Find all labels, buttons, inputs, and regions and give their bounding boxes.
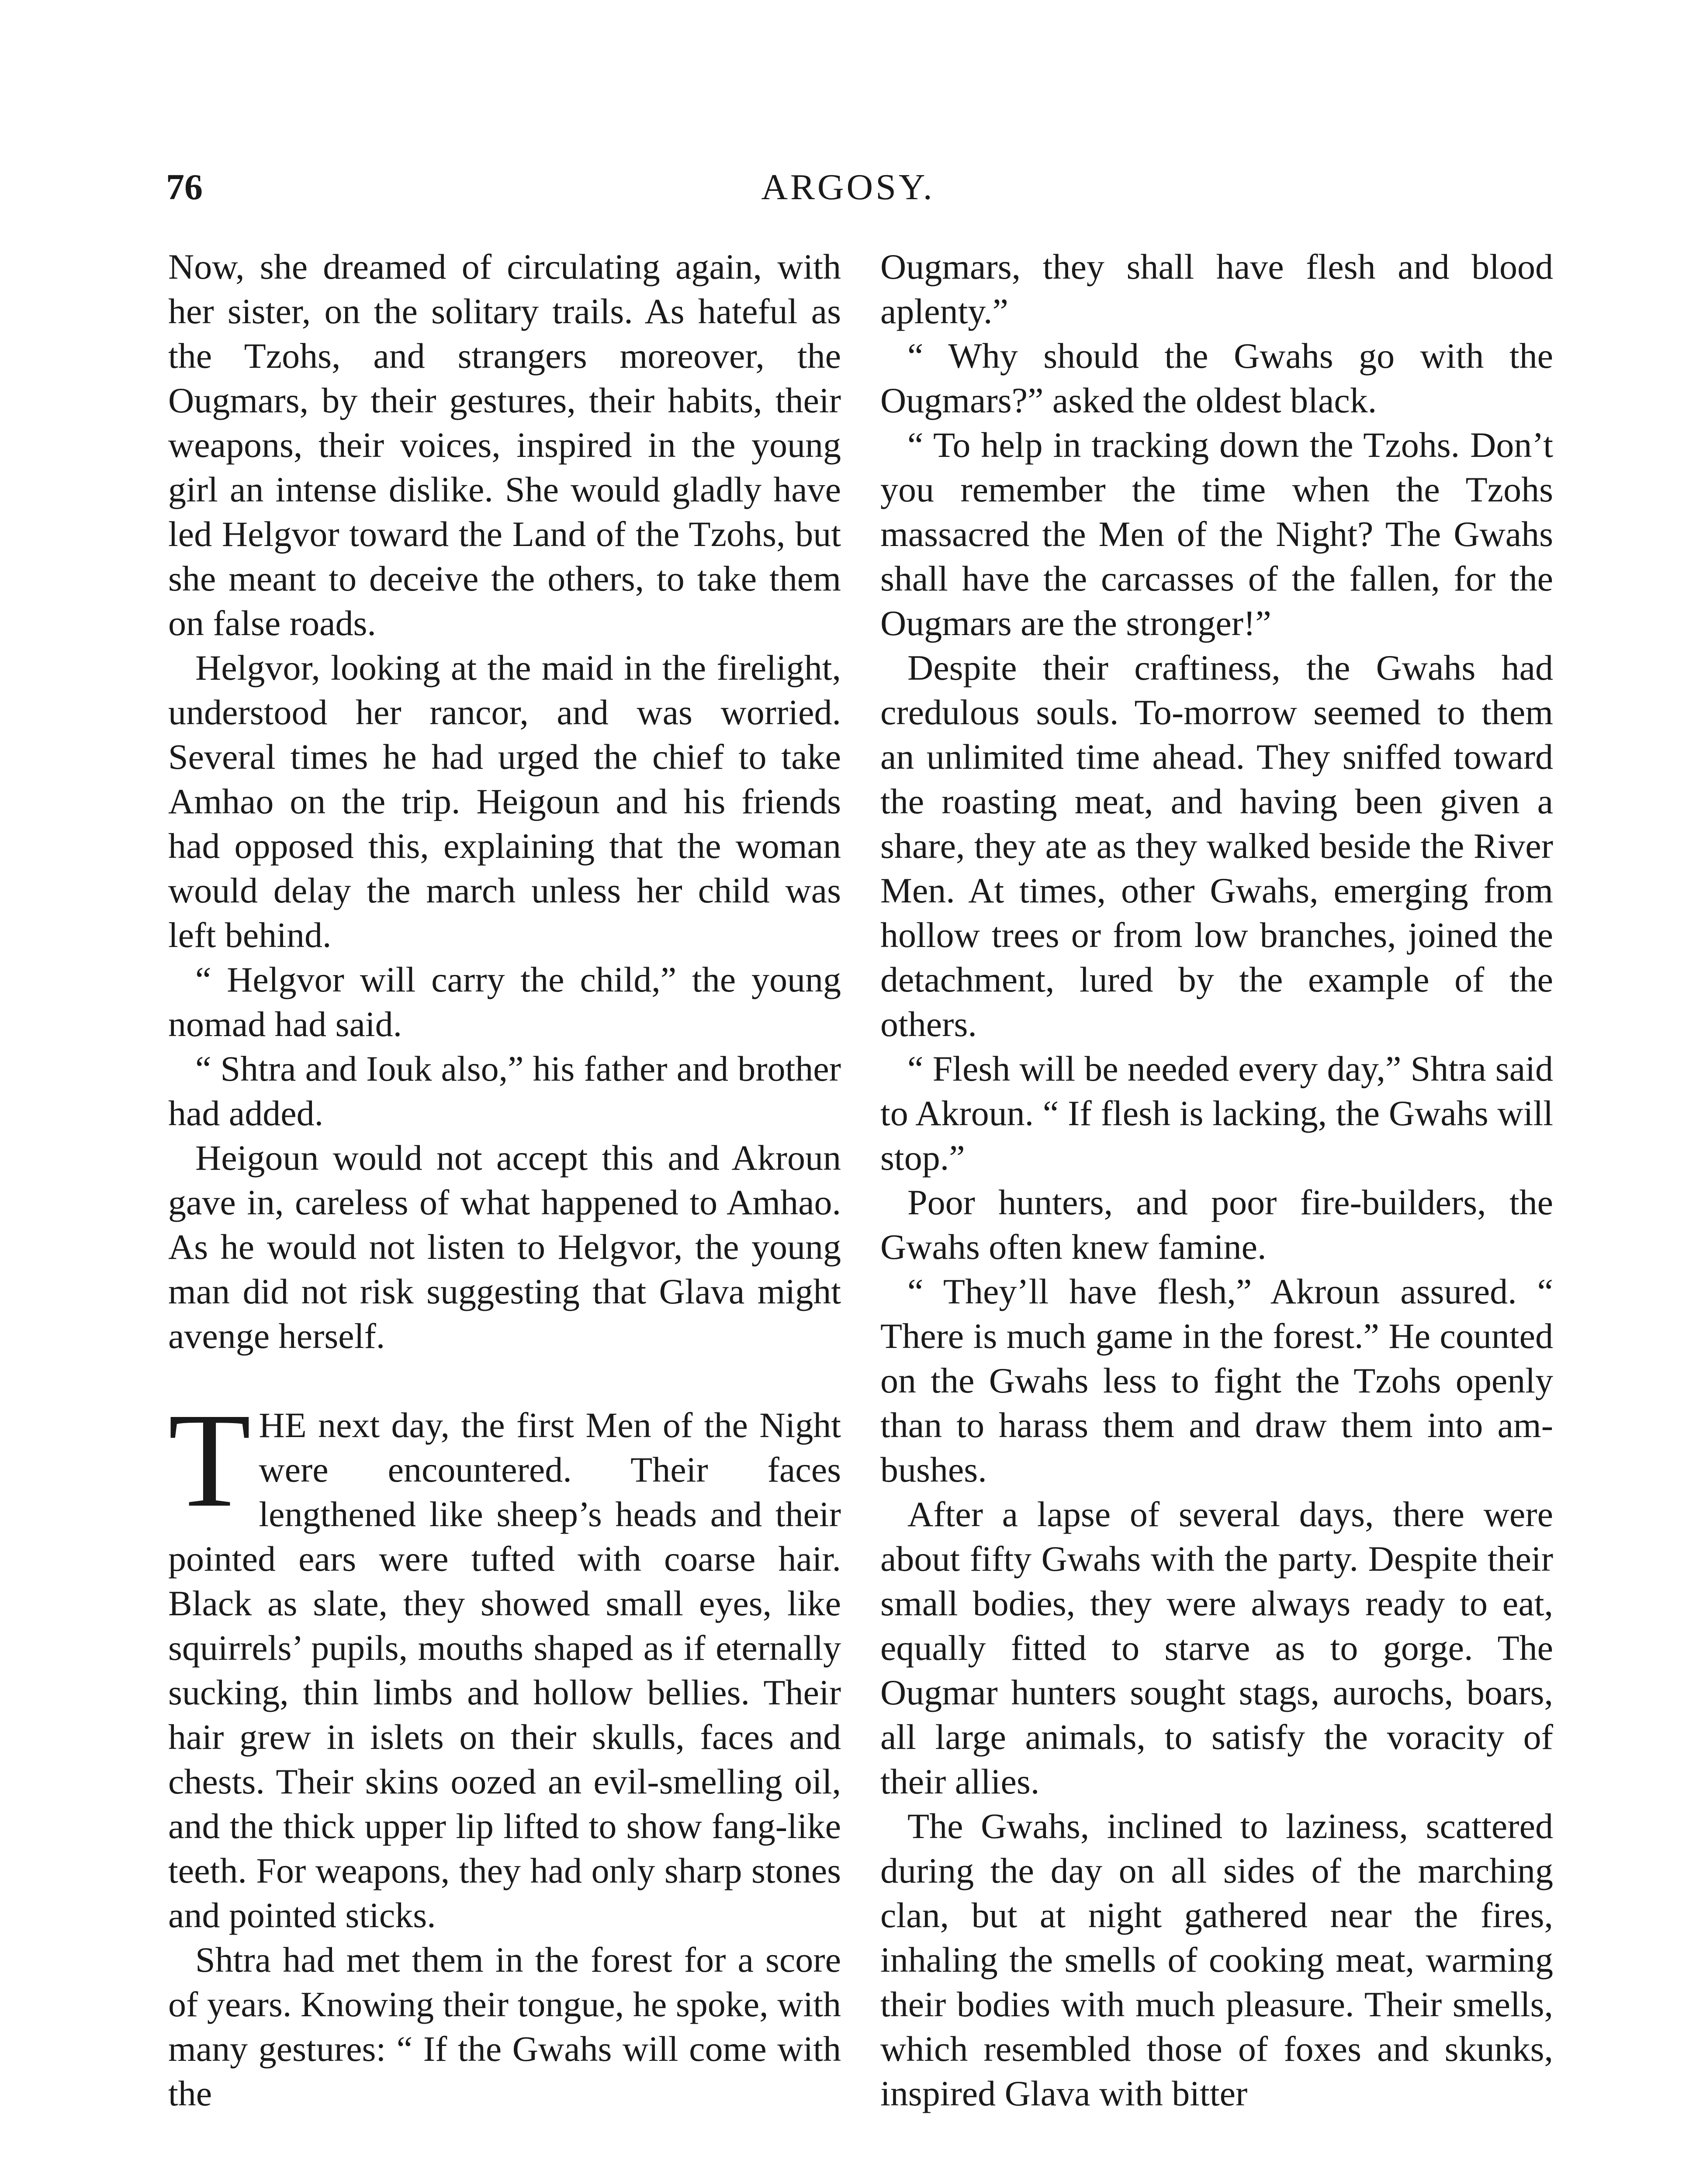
running-title: ARGOSY. [761, 167, 935, 207]
paragraph: “ Flesh will be needed every day,” Shtra said to Akroun. “ If flesh is lacking, the Gwahs will stop.” [880, 1049, 1553, 1178]
paragraph: “ Shtra and Iouk also,” his father and brother had added. [168, 1049, 841, 1133]
left-column [168, 245, 841, 2116]
paragraph: Helgvor, looking at the maid in the firelight, understood her rancor, and was worried. Several times he had urged the chief to take Amhao on the trip. Heigoun and his friends had opposed this, explaining that the woman would delay the march unless her child was left behind. [168, 648, 841, 955]
paragraph: Despite their craftiness, the Gwahs had credulous souls. To-morrow seemed to them an unlimited time ahead. They sniffed toward the roasting meat, and having been given a share, they ate as they walked beside the River Men. At times, other Gwahs, emerging from hollow trees or from low branches, joined the detachment, lured by the example of the others. [880, 648, 1553, 1044]
paragraph: “ Helgvor will carry the child,” the young nomad had said. [168, 960, 841, 1044]
section-opening-text: HE next day, the first Men of the Night were encountered. Their faces lengthened like sheep’s heads and their pointed ears were tufted with coarse hair. Black as slate, they showed small eyes, like squirrels’ pupils, mouths shaped as if eternally sucking, thin limbs and hollow bellies. Their hair grew in islets on their skulls, faces and chests. Their skins oozed an evil-smelling oil, and the thick upper lip lifted to show fang-like teeth. For weapons, they had only sharp stones and pointed sticks. [168, 1405, 841, 1935]
right-column [880, 245, 1553, 2116]
drop-cap: T [168, 1386, 251, 1535]
paragraph: The Gwahs, inclined to laziness, scattered during the day on all sides of the marching clan, but at night gathered near the fires, inhaling the smells of cooking meat, warming their bodies with much pleasure. Their smells, which resembled those of foxes and skunks, inspired Glava with bitter [880, 1806, 1553, 2113]
paragraph: “ To help in tracking down the Tzohs. Don’t you remember the time when the Tzohs massacred the Men of the Night? The Gwahs shall have the carcasses of the fallen, for the Ougmars are the stronger!” [880, 425, 1553, 643]
paragraph: Heigoun would not accept this and Akroun gave in, careless of what happened to Amhao. As he would not listen to Helgvor, the young man did not risk suggesting that Glava might avenge herself. [168, 1138, 841, 1356]
paragraph: “ They’ll have flesh,” Akroun assured. “ There is much game in the forest.” He counted on the Gwahs less to fight the Tzohs openly than to harass them and draw them into ambushes. [880, 1272, 1553, 1489]
page-number: 76 [166, 167, 203, 207]
paragraph: Shtra had met them in the forest for a score of years. Knowing their tongue, he spoke, with many gestures: “ If the Gwahs will come with the [168, 1940, 841, 2113]
paragraph: Poor hunters, and poor fire-builders, the Gwahs often knew famine. [880, 1182, 1553, 1267]
paragraph: After a lapse of several days, there were about fifty Gwahs with the party. Despite their small bodies, they were always ready to eat, equally fitted to starve as to gorge. The Ougmar hunters sought stags, aurochs, boars, all large animals, to satisfy the voracity of their allies. [880, 1494, 1553, 1801]
section-opening-paragraph [168, 1386, 841, 1938]
paragraph: Ougmars, they shall have flesh and blood aplenty.” [880, 247, 1553, 331]
paragraph: Now, she dreamed of circulating again, with her sister, on the solitary trails. As hateful as the Tzohs, and strangers moreover, the Ougmars, by their gestures, their habits, their weapons, their voices, inspired in the young girl an intense dislike. She would gladly have led Helgvor toward the Land of the Tzohs, but she meant to deceive the others, to take them on false roads. [168, 247, 841, 643]
paragraph: “ Why should the Gwahs go with the Ougmars?” asked the oldest black. [880, 336, 1553, 420]
